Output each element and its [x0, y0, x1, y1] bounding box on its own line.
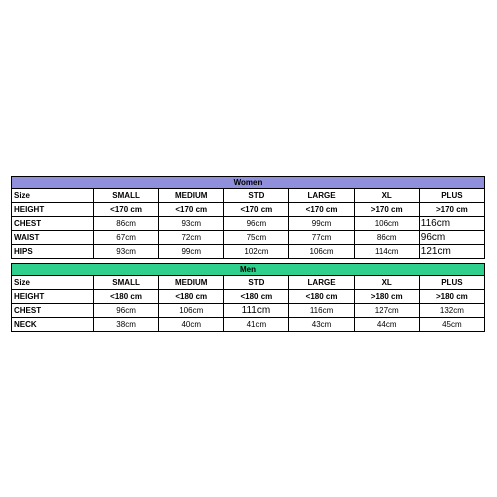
table-cell: 102cm — [224, 245, 289, 259]
table-cell: 114cm — [354, 245, 419, 259]
table-cell: 40cm — [159, 318, 224, 332]
header-cell: STD — [224, 276, 289, 290]
table-cell: <180 cm — [159, 290, 224, 304]
table-cell: 67cm — [94, 231, 159, 245]
row-label: HIPS — [12, 245, 94, 259]
men-size-table — [11, 263, 485, 332]
table-cell: >170 cm — [354, 203, 419, 217]
table-cell: 96cm — [224, 217, 289, 231]
table-cell: 106cm — [289, 245, 354, 259]
header-cell: MEDIUM — [159, 276, 224, 290]
table-cell: 106cm — [354, 217, 419, 231]
row-label: CHEST — [12, 304, 94, 318]
table-row — [12, 290, 485, 304]
table-cell: <170 cm — [94, 203, 159, 217]
women-header-row — [12, 189, 485, 203]
table-cell: 132cm — [419, 304, 484, 318]
table-cell: 77cm — [289, 231, 354, 245]
table-cell: <180 cm — [94, 290, 159, 304]
table-cell: 43cm — [289, 318, 354, 332]
row-label: WAIST — [12, 231, 94, 245]
header-cell: PLUS — [419, 276, 484, 290]
table-cell: 99cm — [289, 217, 354, 231]
table-row — [12, 203, 485, 217]
table-cell: 93cm — [94, 245, 159, 259]
header-cell: SMALL — [94, 276, 159, 290]
header-cell: LARGE — [289, 189, 354, 203]
table-cell: >180 cm — [419, 290, 484, 304]
header-cell: MEDIUM — [159, 189, 224, 203]
table-cell: >170 cm — [419, 203, 484, 217]
header-cell: Size — [12, 276, 94, 290]
table-row — [12, 245, 485, 259]
table-row — [12, 318, 485, 332]
table-cell: >180 cm — [354, 290, 419, 304]
table-cell: 45cm — [419, 318, 484, 332]
table-cell: <170 cm — [224, 203, 289, 217]
table-cell: 99cm — [159, 245, 224, 259]
table-cell: 93cm — [159, 217, 224, 231]
table-row — [12, 304, 485, 318]
table-cell: 116cm — [419, 217, 484, 231]
women-size-table — [11, 176, 485, 259]
table-cell: 86cm — [354, 231, 419, 245]
women-title: Women — [12, 177, 485, 189]
table-cell: 121cm — [419, 245, 484, 259]
row-label: NECK — [12, 318, 94, 332]
men-header-row — [12, 276, 485, 290]
table-cell: 96cm — [419, 231, 484, 245]
table-cell: 38cm — [94, 318, 159, 332]
table-cell: 86cm — [94, 217, 159, 231]
table-cell: 75cm — [224, 231, 289, 245]
table-cell: <180 cm — [289, 290, 354, 304]
row-label: HEIGHT — [12, 290, 94, 304]
header-cell: SMALL — [94, 189, 159, 203]
table-row — [12, 217, 485, 231]
table-cell: 116cm — [289, 304, 354, 318]
table-cell: 72cm — [159, 231, 224, 245]
header-cell: XL — [354, 276, 419, 290]
women-title-row — [12, 177, 485, 189]
table-cell: 41cm — [224, 318, 289, 332]
table-cell: 96cm — [94, 304, 159, 318]
table-cell: 127cm — [354, 304, 419, 318]
table-cell: 106cm — [159, 304, 224, 318]
table-cell: <180 cm — [224, 290, 289, 304]
row-label: CHEST — [12, 217, 94, 231]
header-cell: Size — [12, 189, 94, 203]
row-label: HEIGHT — [12, 203, 94, 217]
table-row — [12, 231, 485, 245]
table-cell: 111cm — [224, 304, 289, 318]
header-cell: STD — [224, 189, 289, 203]
header-cell: LARGE — [289, 276, 354, 290]
table-cell: <170 cm — [289, 203, 354, 217]
men-title-row — [12, 264, 485, 276]
table-cell: 44cm — [354, 318, 419, 332]
table-cell: <170 cm — [159, 203, 224, 217]
header-cell: XL — [354, 189, 419, 203]
header-cell: PLUS — [419, 189, 484, 203]
men-title: Men — [12, 264, 485, 276]
